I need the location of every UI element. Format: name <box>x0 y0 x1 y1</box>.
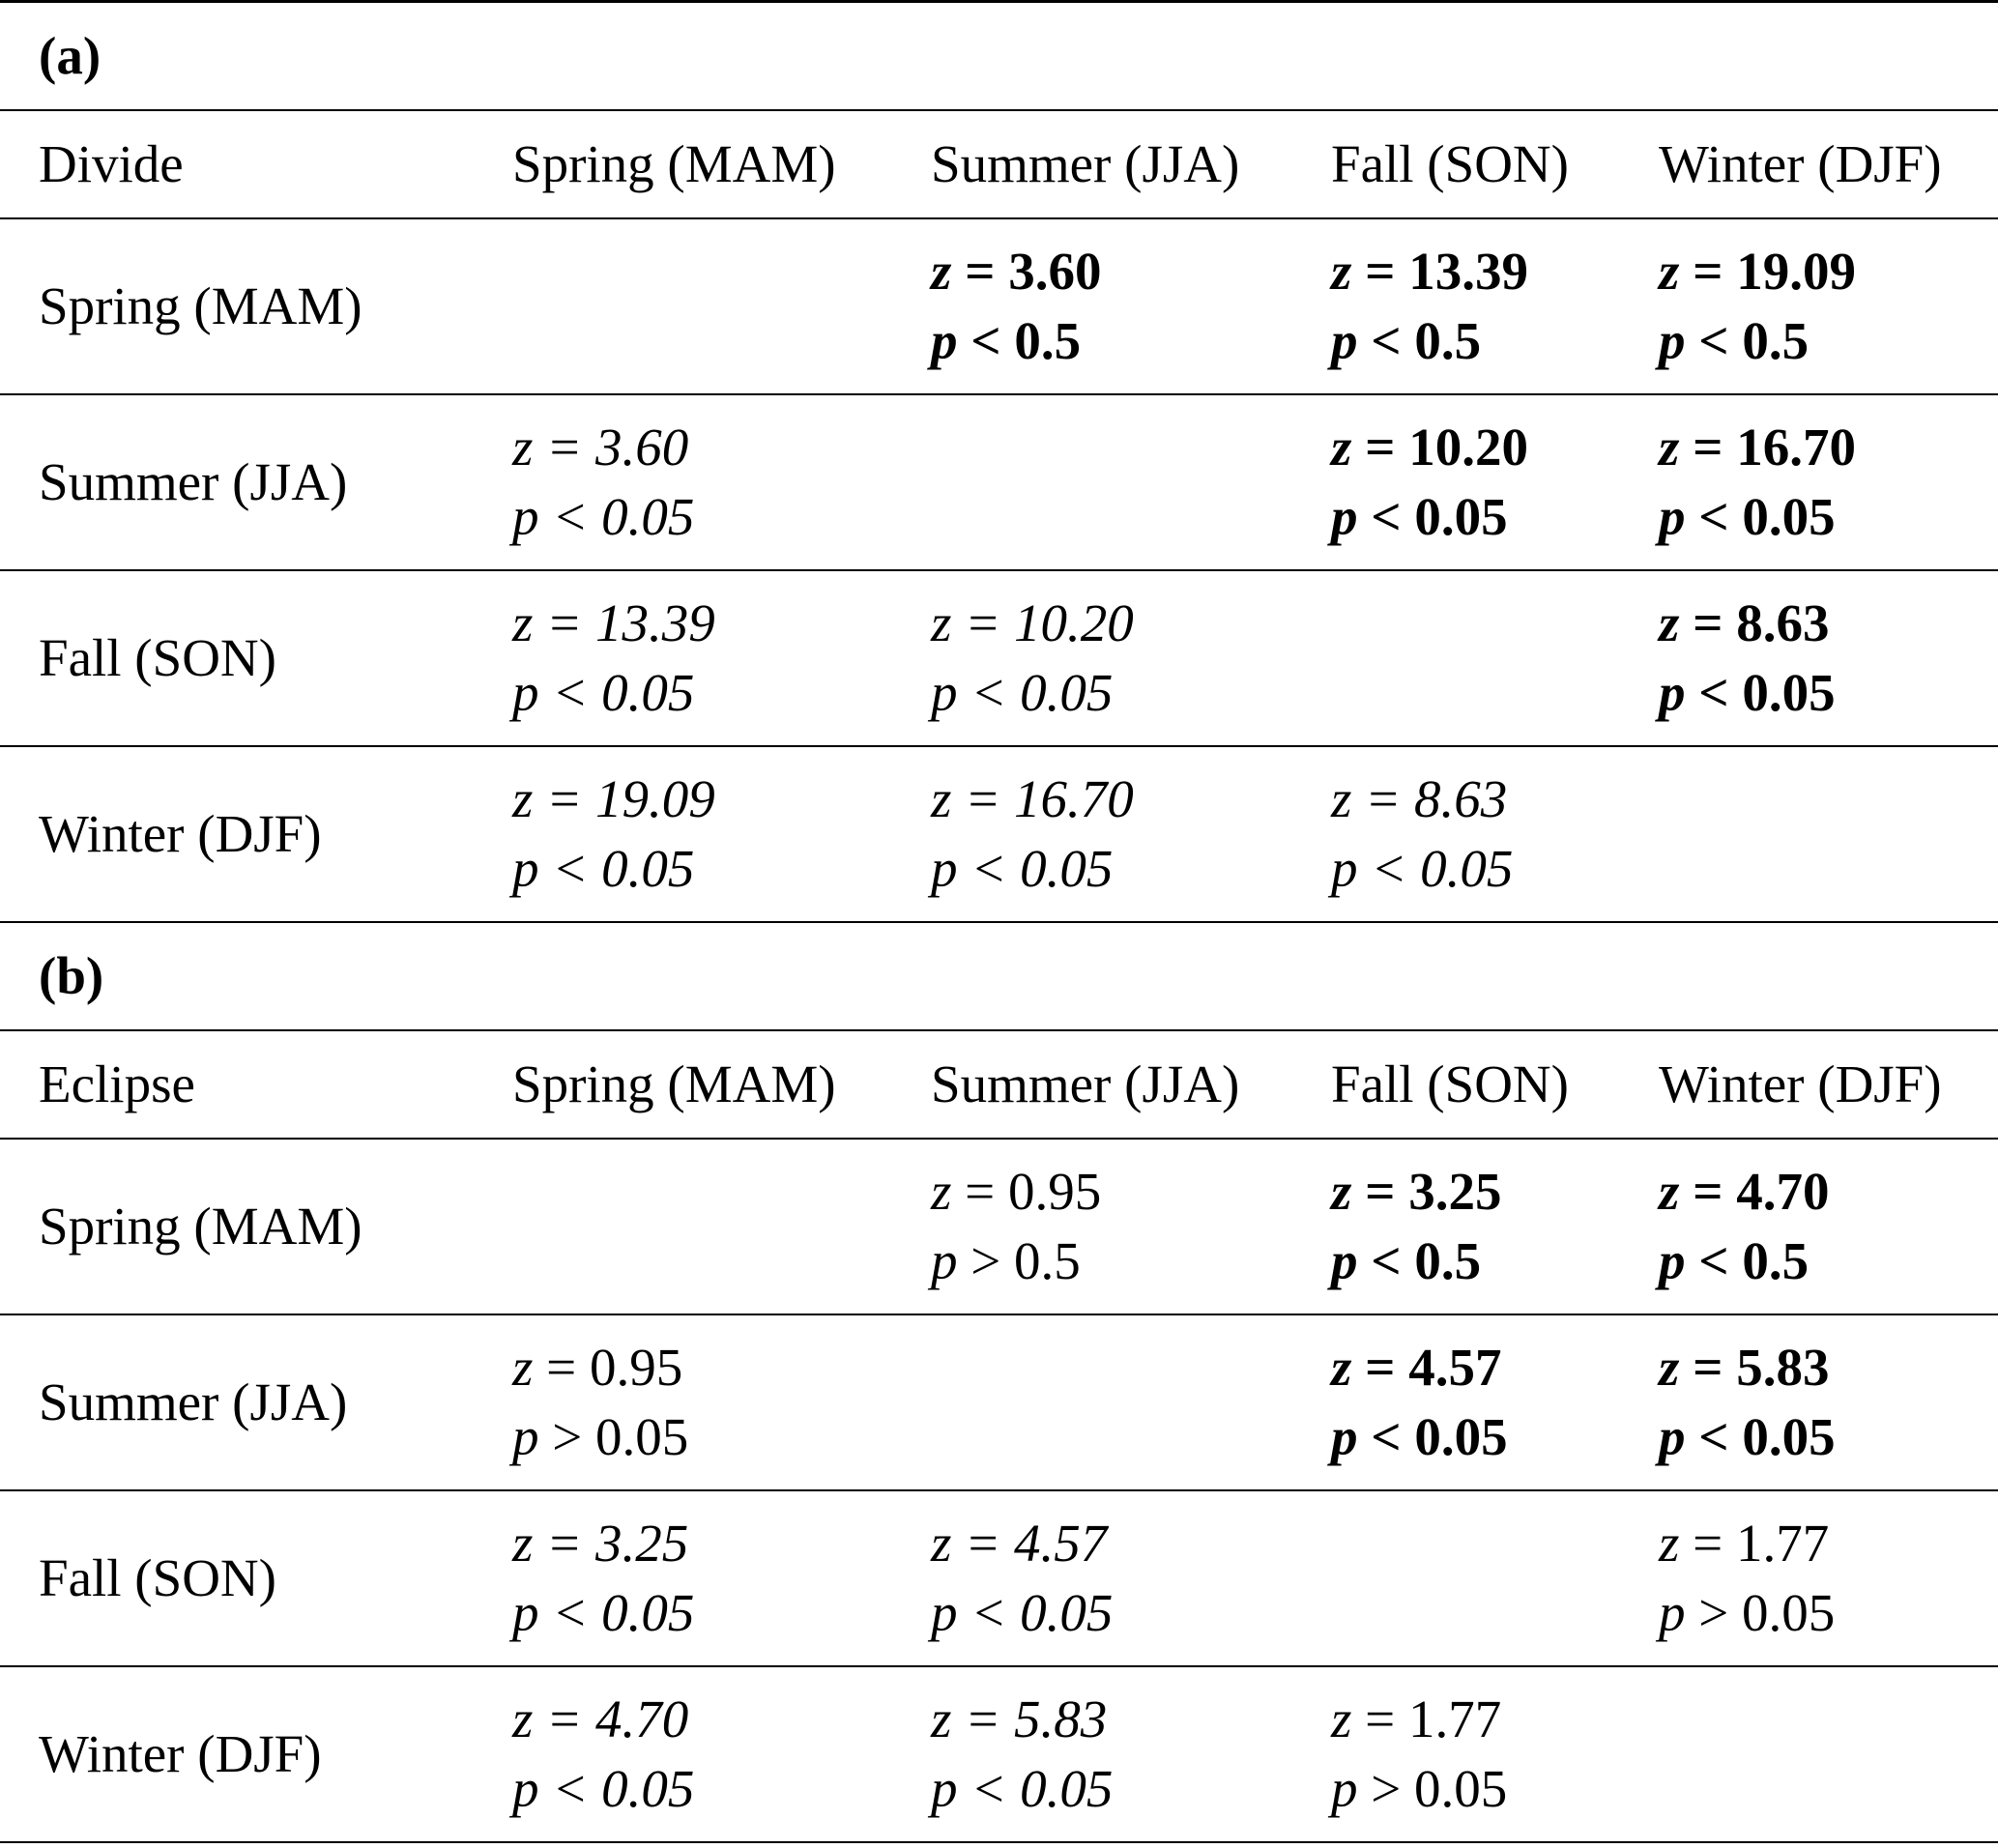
equals-sign: = <box>533 592 596 652</box>
stat-cell <box>1292 746 1620 922</box>
p-symbol: p <box>1331 486 1358 546</box>
p-value-line <box>1659 1227 1998 1296</box>
p-value: 0.05 <box>1414 1758 1508 1818</box>
p-symbol: p <box>512 662 539 722</box>
z-value: 5.83 <box>1014 1689 1108 1748</box>
column-header: Winter (DJF) <box>1620 1030 1998 1139</box>
z-value: 16.70 <box>1736 417 1856 476</box>
stat-cell <box>1292 1666 1620 1842</box>
p-value-line <box>512 658 892 728</box>
equals-sign: = <box>533 1337 590 1397</box>
equals-sign: = <box>1679 592 1737 652</box>
p-operator: < <box>552 1582 589 1642</box>
row-label: Summer (JJA) <box>0 1314 474 1490</box>
p-value: 0.5 <box>1414 1230 1482 1290</box>
stat-cell <box>1620 570 1998 746</box>
stat-cell <box>892 1666 1292 1842</box>
row-label: Winter (DJF) <box>0 1666 474 1842</box>
z-symbol: z <box>512 1689 534 1748</box>
p-value: 0.05 <box>601 838 695 898</box>
z-statistic <box>512 1685 892 1754</box>
equals-sign: = <box>1351 417 1409 476</box>
z-statistic <box>931 765 1292 834</box>
z-value: 1.77 <box>1735 1513 1830 1573</box>
z-value: 3.25 <box>595 1513 689 1573</box>
z-statistic <box>1659 1509 1998 1578</box>
equals-sign: = <box>951 241 1009 301</box>
p-value: 0.5 <box>1742 310 1810 370</box>
equals-sign: = <box>1679 1161 1737 1221</box>
p-value-line <box>1331 306 1620 376</box>
equals-sign: = <box>1351 1161 1409 1221</box>
empty-cell <box>1292 570 1620 746</box>
z-symbol: z <box>931 241 952 301</box>
row-label: Fall (SON) <box>0 1490 474 1666</box>
z-symbol: z <box>1331 417 1352 476</box>
p-operator: < <box>1698 1230 1729 1290</box>
table-row <box>0 1139 1998 1314</box>
column-header: Winter (DJF) <box>1620 110 1998 218</box>
z-value: 19.09 <box>1736 241 1856 301</box>
p-value-line <box>931 1578 1292 1648</box>
z-value: 13.39 <box>1408 241 1528 301</box>
p-value: 0.5 <box>1742 1230 1810 1290</box>
p-value-line <box>931 306 1292 376</box>
p-value-line <box>931 1227 1292 1296</box>
p-symbol: p <box>1659 310 1686 370</box>
empty-cell <box>1620 1666 1998 1842</box>
equals-sign: = <box>1351 768 1415 828</box>
table-row <box>0 394 1998 570</box>
equals-sign: = <box>1351 1689 1408 1748</box>
p-value: 0.05 <box>1742 1582 1836 1642</box>
z-symbol: z <box>1331 1689 1352 1748</box>
z-symbol: z <box>1331 1337 1352 1397</box>
p-value: 0.05 <box>601 662 695 722</box>
p-operator: < <box>1698 486 1729 546</box>
stat-cell <box>474 1666 892 1842</box>
p-value: 0.05 <box>1420 838 1514 898</box>
p-symbol: p <box>1331 1230 1358 1290</box>
p-symbol: p <box>931 838 958 898</box>
equals-sign: = <box>1679 1337 1737 1397</box>
p-operator: < <box>970 1758 1007 1818</box>
section-label-row <box>0 2 1998 110</box>
table-row <box>0 570 1998 746</box>
section-label: (a) <box>0 2 1998 110</box>
p-operator: < <box>552 1758 589 1818</box>
p-symbol: p <box>1659 1230 1686 1290</box>
p-value-line <box>931 658 1292 728</box>
stat-cell <box>1620 1490 1998 1666</box>
p-operator: < <box>970 662 1007 722</box>
equals-sign: = <box>533 1689 596 1748</box>
z-statistic <box>931 1685 1292 1754</box>
p-operator: < <box>1698 1406 1729 1466</box>
column-header: Summer (JJA) <box>892 110 1292 218</box>
p-operator: < <box>970 310 1001 370</box>
z-value: 8.63 <box>1414 768 1508 828</box>
z-statistic <box>1331 1685 1620 1754</box>
z-value: 0.95 <box>589 1337 683 1397</box>
p-value-line <box>1659 306 1998 376</box>
p-value-line <box>512 1402 892 1472</box>
row-label: Spring (MAM) <box>0 1139 474 1314</box>
p-value-line <box>1331 1402 1620 1472</box>
z-statistic <box>512 1333 892 1402</box>
equals-sign: = <box>1351 241 1409 301</box>
z-value: 4.70 <box>595 1689 689 1748</box>
stat-cell <box>892 746 1292 922</box>
p-value-line <box>1331 482 1620 552</box>
equals-sign: = <box>1351 1337 1409 1397</box>
p-operator: < <box>1698 310 1729 370</box>
p-operator: > <box>1371 1758 1402 1818</box>
p-value: 0.05 <box>1020 662 1114 722</box>
z-value: 19.09 <box>595 768 715 828</box>
empty-cell <box>892 1314 1292 1490</box>
empty-cell <box>1620 746 1998 922</box>
column-header: Fall (SON) <box>1292 110 1620 218</box>
p-value: 0.05 <box>1742 1406 1836 1466</box>
z-statistic <box>1331 237 1620 306</box>
z-symbol: z <box>1331 241 1352 301</box>
equals-sign: = <box>533 768 596 828</box>
z-value: 3.60 <box>595 417 689 476</box>
p-value: 0.5 <box>1414 310 1482 370</box>
p-value-line <box>512 834 892 904</box>
table-row <box>0 746 1998 922</box>
z-statistic <box>931 237 1292 306</box>
p-symbol: p <box>931 662 958 722</box>
p-value: 0.05 <box>1414 486 1508 546</box>
p-symbol: p <box>1331 838 1358 898</box>
empty-cell <box>1292 1490 1620 1666</box>
p-operator: < <box>1698 662 1729 722</box>
p-value-line <box>512 1754 892 1824</box>
z-symbol: z <box>1659 1513 1680 1573</box>
column-header: Summer (JJA) <box>892 1030 1292 1139</box>
header-row <box>0 1030 1998 1139</box>
p-symbol: p <box>512 1582 539 1642</box>
p-operator: < <box>1371 838 1407 898</box>
stat-cell <box>1292 394 1620 570</box>
equals-sign: = <box>1679 1513 1736 1573</box>
z-value: 3.25 <box>1408 1161 1502 1221</box>
p-symbol: p <box>512 838 539 898</box>
z-statistic <box>931 1509 1292 1578</box>
z-symbol: z <box>512 1513 534 1573</box>
p-operator: < <box>1371 486 1402 546</box>
p-value: 0.05 <box>601 1582 695 1642</box>
p-operator: < <box>970 838 1007 898</box>
z-value: 16.70 <box>1014 768 1134 828</box>
corner-label: Eclipse <box>0 1030 474 1139</box>
z-symbol: z <box>1331 768 1352 828</box>
row-label: Spring (MAM) <box>0 218 474 394</box>
p-value: 0.05 <box>601 486 695 546</box>
z-statistic <box>1331 413 1620 482</box>
z-statistic <box>1659 237 1998 306</box>
table-row <box>0 1666 1998 1842</box>
p-operator: > <box>970 1230 1001 1290</box>
equals-sign: = <box>1679 417 1737 476</box>
stat-cell <box>474 746 892 922</box>
p-value-line <box>1659 1402 1998 1472</box>
equals-sign: = <box>951 592 1015 652</box>
z-statistic <box>512 413 892 482</box>
section-label: (b) <box>0 922 1998 1030</box>
z-symbol: z <box>931 1513 952 1573</box>
z-value: 1.77 <box>1407 1689 1502 1748</box>
p-operator: < <box>552 486 589 546</box>
equals-sign: = <box>533 1513 596 1573</box>
p-value: 0.05 <box>1020 1582 1114 1642</box>
p-value-line <box>931 1754 1292 1824</box>
z-value: 4.57 <box>1408 1337 1502 1397</box>
p-symbol: p <box>1659 1582 1686 1642</box>
z-symbol: z <box>931 768 952 828</box>
z-value: 3.60 <box>1008 241 1102 301</box>
p-operator: < <box>552 838 589 898</box>
column-header: Fall (SON) <box>1292 1030 1620 1139</box>
stat-cell <box>474 1314 892 1490</box>
p-symbol: p <box>931 1758 958 1818</box>
z-value: 4.57 <box>1014 1513 1108 1573</box>
p-value: 0.05 <box>1414 1406 1508 1466</box>
p-operator: < <box>1371 1406 1402 1466</box>
p-symbol: p <box>1331 1758 1358 1818</box>
stat-cell <box>474 570 892 746</box>
z-value: 4.70 <box>1736 1161 1830 1221</box>
z-symbol: z <box>1659 592 1680 652</box>
z-symbol: z <box>1659 1161 1680 1221</box>
z-symbol: z <box>1331 1161 1352 1221</box>
p-symbol: p <box>512 1758 539 1818</box>
stat-cell <box>1620 1314 1998 1490</box>
p-operator: < <box>552 662 589 722</box>
z-statistic <box>512 589 892 658</box>
z-symbol: z <box>512 592 534 652</box>
empty-cell <box>892 394 1292 570</box>
stat-cell <box>892 1490 1292 1666</box>
stat-cell <box>1620 1139 1998 1314</box>
p-symbol: p <box>1331 1406 1358 1466</box>
z-symbol: z <box>931 1689 952 1748</box>
stat-cell <box>1292 1314 1620 1490</box>
stat-cell <box>474 394 892 570</box>
p-symbol: p <box>1659 1406 1686 1466</box>
p-operator: > <box>1698 1582 1729 1642</box>
p-symbol: p <box>512 1406 539 1466</box>
z-value: 8.63 <box>1736 592 1830 652</box>
p-symbol: p <box>1659 486 1686 546</box>
z-statistic <box>931 1157 1292 1227</box>
stat-cell <box>1292 218 1620 394</box>
stat-cell <box>892 218 1292 394</box>
z-value: 10.20 <box>1014 592 1134 652</box>
p-operator: < <box>970 1582 1007 1642</box>
z-value: 5.83 <box>1736 1337 1830 1397</box>
p-symbol: p <box>931 1230 958 1290</box>
column-header: Spring (MAM) <box>474 110 892 218</box>
p-symbol: p <box>931 310 958 370</box>
empty-cell <box>474 1139 892 1314</box>
p-value: 0.05 <box>1742 662 1836 722</box>
p-value: 0.05 <box>595 1406 689 1466</box>
p-value-line <box>1331 1227 1620 1296</box>
table-row <box>0 1490 1998 1666</box>
z-statistic <box>1659 1157 1998 1227</box>
z-symbol: z <box>512 1337 534 1397</box>
z-statistic <box>1331 1157 1620 1227</box>
p-value-line <box>931 834 1292 904</box>
equals-sign: = <box>951 1161 1008 1221</box>
row-label: Summer (JJA) <box>0 394 474 570</box>
equals-sign: = <box>951 1513 1015 1573</box>
z-symbol: z <box>512 417 534 476</box>
corner-label: Divide <box>0 110 474 218</box>
z-symbol: z <box>1659 241 1680 301</box>
p-value-line <box>1659 1578 1998 1648</box>
z-statistic <box>1331 765 1620 834</box>
equals-sign: = <box>1679 241 1737 301</box>
z-symbol: z <box>1659 1337 1680 1397</box>
column-header: Spring (MAM) <box>474 1030 892 1139</box>
header-row <box>0 110 1998 218</box>
table-row <box>0 1314 1998 1490</box>
z-statistic <box>1659 413 1998 482</box>
p-symbol: p <box>931 1582 958 1642</box>
z-statistic <box>931 589 1292 658</box>
p-symbol: p <box>1659 662 1686 722</box>
row-label: Fall (SON) <box>0 570 474 746</box>
p-symbol: p <box>1331 310 1358 370</box>
z-symbol: z <box>1659 417 1680 476</box>
p-value: 0.05 <box>1020 1758 1114 1818</box>
p-symbol: p <box>512 486 539 546</box>
p-value: 0.05 <box>1020 838 1114 898</box>
p-operator: < <box>1371 1230 1402 1290</box>
section-label-row <box>0 922 1998 1030</box>
z-value: 10.20 <box>1408 417 1528 476</box>
empty-cell <box>474 218 892 394</box>
p-value-line <box>512 1578 892 1648</box>
z-statistic <box>1331 1333 1620 1402</box>
stat-cell <box>892 1139 1292 1314</box>
p-operator: > <box>552 1406 583 1466</box>
p-value-line <box>512 482 892 552</box>
z-symbol: z <box>931 1161 952 1221</box>
p-value-line <box>1331 834 1620 904</box>
stat-cell <box>474 1490 892 1666</box>
stat-cell <box>1292 1139 1620 1314</box>
p-value: 0.05 <box>601 1758 695 1818</box>
p-operator: < <box>1371 310 1402 370</box>
z-statistic <box>512 765 892 834</box>
stat-cell <box>1620 394 1998 570</box>
z-statistic <box>512 1509 892 1578</box>
p-value-line <box>1659 482 1998 552</box>
z-statistic <box>1659 1333 1998 1402</box>
stat-cell <box>1620 218 1998 394</box>
p-value-line <box>1659 658 1998 728</box>
row-label: Winter (DJF) <box>0 746 474 922</box>
z-value: 0.95 <box>1007 1161 1102 1221</box>
z-statistic <box>1659 589 1998 658</box>
equals-sign: = <box>951 1689 1015 1748</box>
z-symbol: z <box>512 768 534 828</box>
p-value-line <box>1331 1754 1620 1824</box>
z-symbol: z <box>931 592 952 652</box>
stat-cell <box>892 570 1292 746</box>
z-value: 13.39 <box>595 592 715 652</box>
p-value: 0.05 <box>1742 486 1836 546</box>
equals-sign: = <box>533 417 596 476</box>
p-value: 0.5 <box>1014 1230 1081 1290</box>
p-value: 0.5 <box>1014 310 1082 370</box>
equals-sign: = <box>951 768 1015 828</box>
table-row <box>0 218 1998 394</box>
